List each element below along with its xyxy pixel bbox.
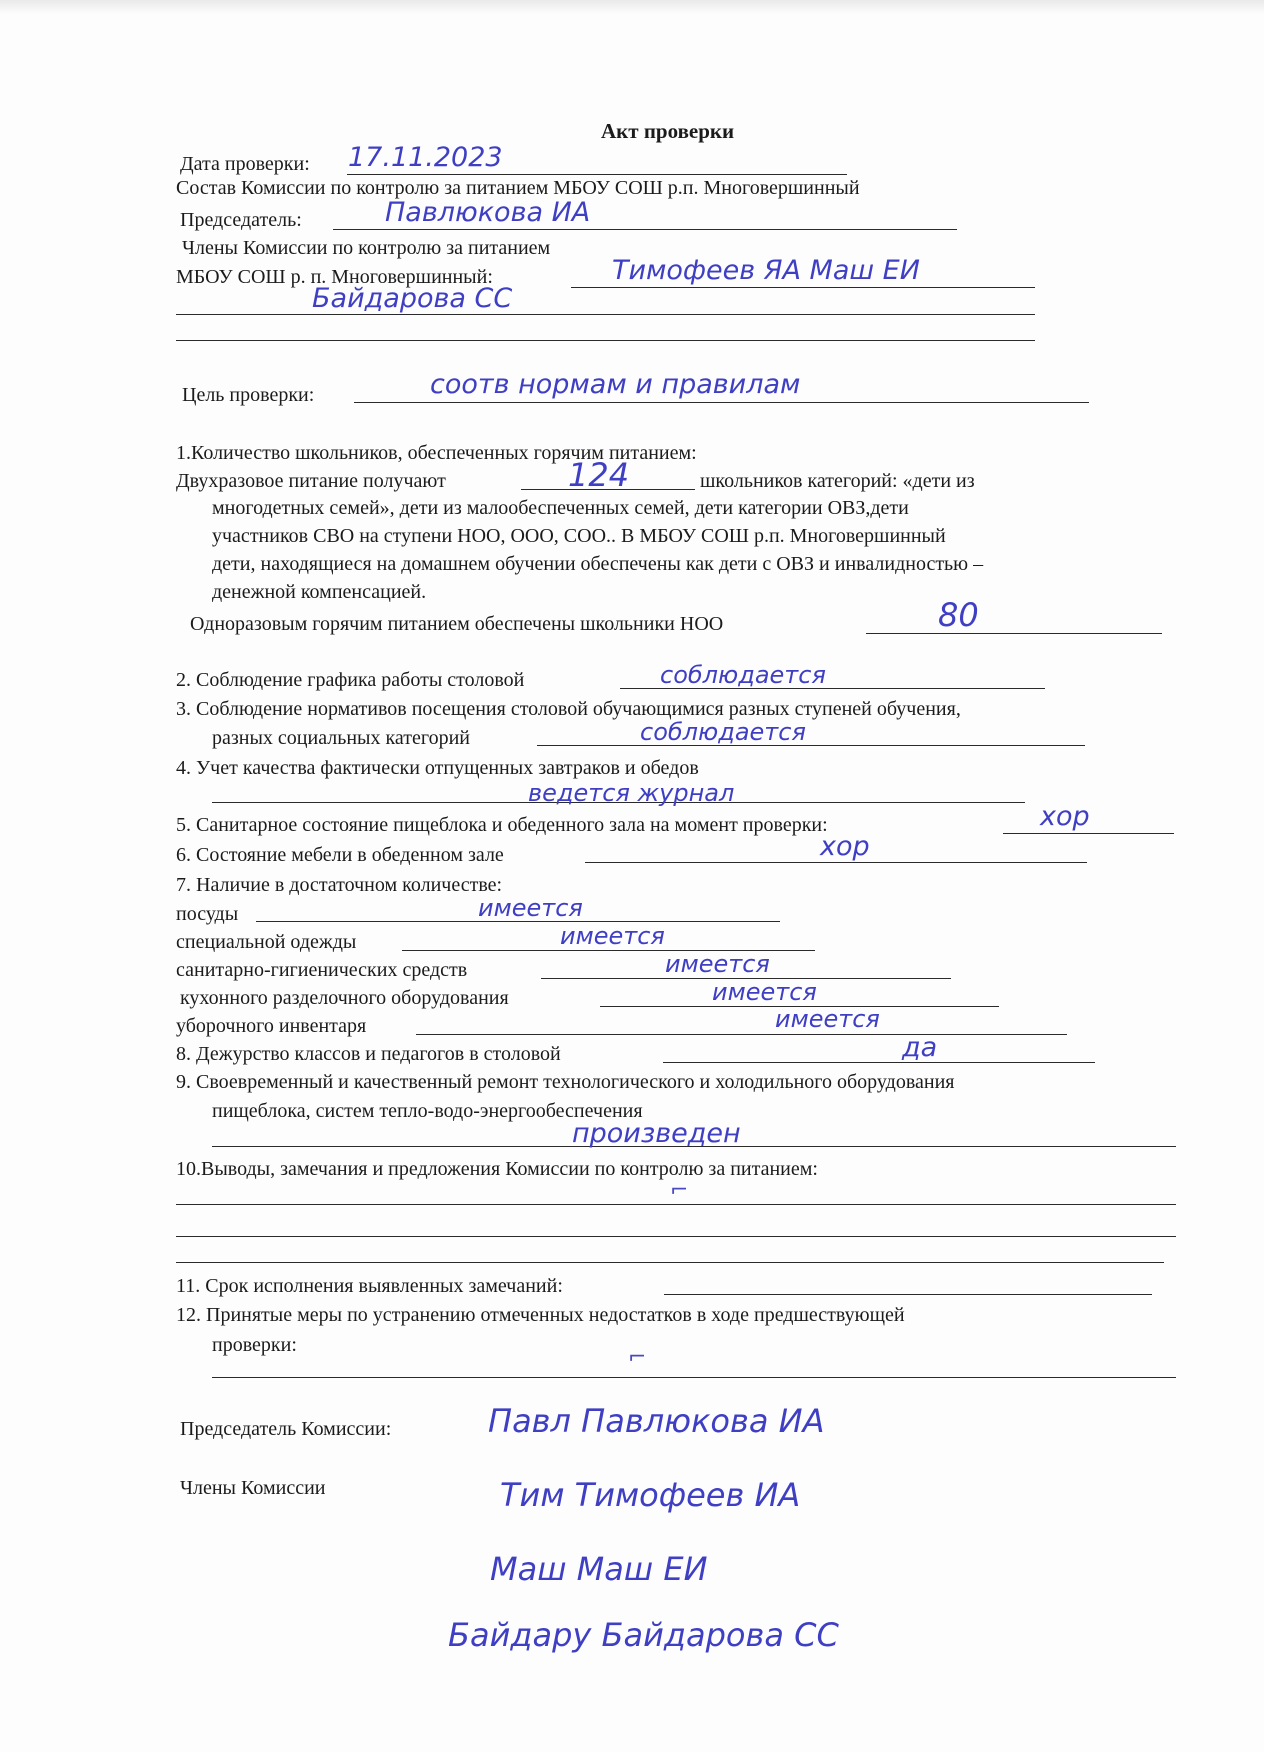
chairman-value: Павлюкова ИА bbox=[385, 197, 591, 228]
s1-heading: 1.Количество школьников, обеспеченных горячим питанием: bbox=[176, 442, 697, 464]
member-signature-3: Байдару Байдарова СС bbox=[448, 1616, 839, 1654]
s3-line1: 3. Соблюдение нормативов посещения столовой обучающимися разных ступеней обучения, bbox=[176, 698, 961, 720]
s6-label: 6. Состояние мебели в обеденном зале bbox=[176, 844, 504, 866]
s4-value: ведется журнал bbox=[528, 779, 735, 807]
members-label-2: МБОУ СОШ р. п. Многовершинный: bbox=[176, 266, 493, 288]
members-value-1: Тимофеев ЯА Маш ЕИ bbox=[612, 255, 920, 286]
chairman-signature: Павл Павлюкова ИА bbox=[488, 1402, 825, 1440]
s8-line bbox=[663, 1062, 1095, 1063]
s11-line bbox=[664, 1294, 1152, 1295]
s8-label: 8. Дежурство классов и педагогов в столовой bbox=[176, 1043, 561, 1065]
members-line-3 bbox=[176, 340, 1035, 341]
dash-mark: ⌐ bbox=[670, 1178, 689, 1203]
member-signature-1: Тим Тимофеев ИА bbox=[500, 1476, 801, 1514]
chairman-line bbox=[333, 229, 957, 230]
s7-item-line-4 bbox=[416, 1034, 1067, 1035]
s7-item-value-2: имеется bbox=[665, 950, 770, 978]
s12-line1: 12. Принятые меры по устранению отмеченных недостатков в ходе предшествующей bbox=[176, 1304, 905, 1326]
s1-two-meal-value: 124 bbox=[568, 456, 630, 494]
s6-line bbox=[585, 862, 1087, 863]
s9-line1: 9. Своевременный и качественный ремонт технологического и холодильного оборудования bbox=[176, 1071, 955, 1093]
s7-item-value-3: имеется bbox=[712, 978, 817, 1006]
s7-item-label-3: кухонного разделочного оборудования bbox=[180, 987, 509, 1009]
s10-line-3 bbox=[176, 1262, 1164, 1263]
scan-edge bbox=[0, 0, 1264, 14]
s10-line-1 bbox=[176, 1204, 1176, 1205]
s12-line2: проверки: bbox=[212, 1334, 297, 1356]
s7-item-value-4: имеется bbox=[775, 1005, 880, 1033]
purpose-line bbox=[354, 402, 1089, 403]
s1-one-meal-line bbox=[866, 633, 1162, 634]
members-sign-label: Члены Комиссии bbox=[180, 1477, 326, 1499]
s1-line5: денежной компенсацией. bbox=[212, 581, 427, 603]
purpose-value: соотв нормам и правилам bbox=[430, 369, 801, 400]
s5-line bbox=[1003, 833, 1174, 834]
s7-item-label-1: специальной одежды bbox=[176, 931, 357, 953]
s9-line2: пищеблока, систем тепло-водо-энергообеспечения bbox=[212, 1100, 643, 1122]
s3-value: соблюдается bbox=[640, 718, 806, 746]
members-line-1 bbox=[571, 287, 1035, 288]
s7-item-label-0: посуды bbox=[176, 903, 239, 925]
s7-item-value-1: имеется bbox=[560, 922, 665, 950]
s3-line2: разных социальных категорий bbox=[212, 727, 470, 749]
s12-line bbox=[212, 1377, 1176, 1378]
members-value-2: Байдарова СС bbox=[312, 283, 513, 314]
s7-item-label-4: уборочного инвентаря bbox=[176, 1015, 367, 1037]
s2-label: 2. Соблюдение графика работы столовой bbox=[176, 669, 525, 691]
s1-one-meal-label: Одноразовым горячим питанием обеспечены школьники НОО bbox=[190, 613, 724, 635]
s10-label: 10.Выводы, замечания и предложения Комиссии по контролю за питанием: bbox=[176, 1158, 818, 1180]
s6-value: хор bbox=[820, 831, 870, 862]
s10-line-2 bbox=[176, 1236, 1176, 1237]
commission-line: Состав Комиссии по контролю за питанием МБОУ СОШ р.п. Многовершинный bbox=[176, 177, 860, 199]
s1-two-meal-tail: школьников категорий: «дети из bbox=[700, 470, 975, 492]
chairman-sign-label: Председатель Комиссии: bbox=[180, 1418, 392, 1440]
s9-value: произведен bbox=[572, 1118, 741, 1149]
s1-line4: дети, находящиеся на домашнем обучении обеспечены как дети с ОВЗ и инвалидностью – bbox=[212, 553, 984, 575]
chairman-label: Председатель: bbox=[180, 209, 302, 231]
s3-line bbox=[537, 745, 1085, 746]
members-line-2 bbox=[176, 314, 1035, 315]
date-label: Дата проверки: bbox=[180, 153, 310, 175]
document-title: Акт проверки bbox=[601, 119, 735, 143]
s7-item-label-2: санитарно-гигиенических средств bbox=[176, 959, 468, 981]
dash-mark: ⌐ bbox=[628, 1345, 647, 1370]
s7-heading: 7. Наличие в достаточном количестве: bbox=[176, 874, 503, 896]
purpose-label: Цель проверки: bbox=[182, 384, 315, 406]
s1-line3: участников СВО на ступени НОО, ООО, СОО.. В МБОУ СОШ р.п. Многовершинный bbox=[212, 525, 946, 547]
s4-label: 4. Учет качества фактически отпущенных завтраков и обедов bbox=[176, 757, 699, 779]
s7-item-value-0: имеется bbox=[478, 894, 583, 922]
s2-value: соблюдается bbox=[660, 661, 826, 689]
s8-value: да bbox=[902, 1032, 938, 1063]
members-label-1: Члены Комиссии по контролю за питанием bbox=[182, 237, 551, 259]
date-value: 17.11.2023 bbox=[348, 142, 503, 173]
s1-one-meal-value: 80 bbox=[938, 596, 979, 634]
s5-value: хор bbox=[1040, 801, 1090, 832]
date-line bbox=[347, 174, 847, 175]
s1-line2: многодетных семей», дети из малообеспеченных семей, дети категории ОВЗ,дети bbox=[212, 497, 909, 519]
s11-label: 11. Срок исполнения выявленных замечаний: bbox=[176, 1275, 563, 1297]
member-signature-2: Маш Маш ЕИ bbox=[490, 1550, 708, 1588]
s5-label: 5. Санитарное состояние пищеблока и обеденного зала на момент проверки: bbox=[176, 814, 828, 836]
s1-two-meal-label: Двухразовое питание получают bbox=[176, 470, 446, 492]
